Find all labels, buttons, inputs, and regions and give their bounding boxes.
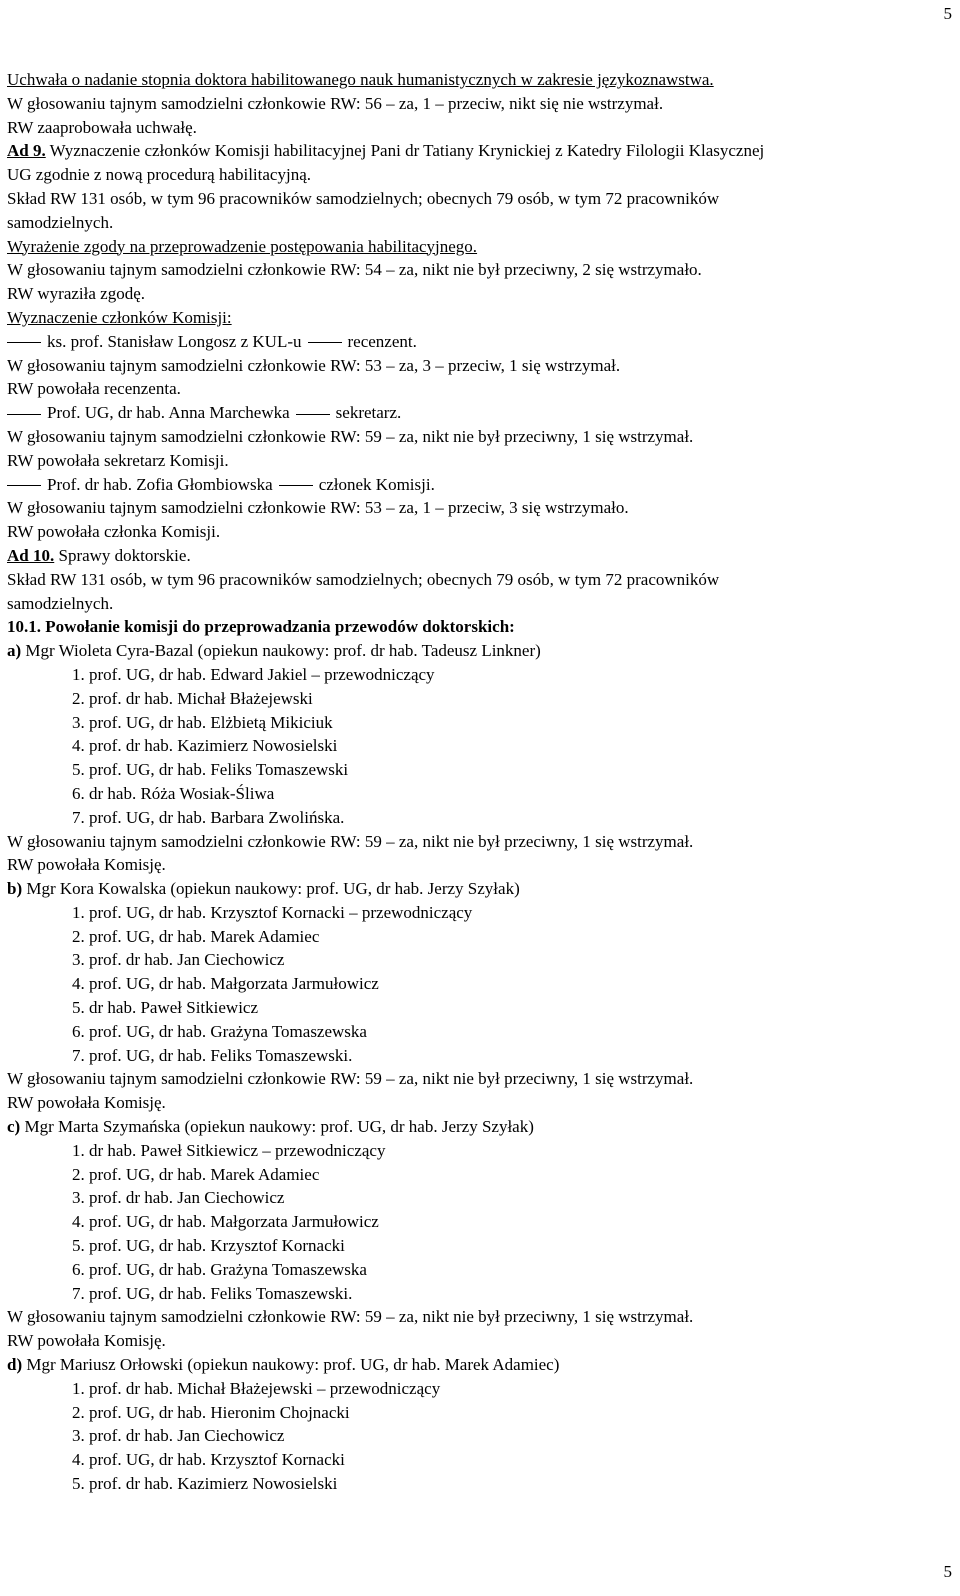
page-number-bottom: 5	[943, 1562, 952, 1581]
candidate-b: b) Mgr Kora Kowalska (opiekun naukowy: prof. UG, dr hab. Jerzy Szyłak)	[7, 879, 520, 899]
result-c: RW powołała Komisję.	[7, 1331, 166, 1351]
candidate-a: a) Mgr Wioleta Cyra-Bazal (opiekun naukowy: prof. dr hab. Tadeusz Linkner)	[7, 641, 541, 661]
reviewer-result: RW powołała recenzenta.	[7, 379, 181, 399]
list-item: 3. prof. dr hab. Jan Ciechowicz	[72, 1426, 285, 1446]
ad10-composition: Skład RW 131 osób, w tym 96 pracowników samodzielnych; obecnych 79 osób, w tym 72 pracowników	[7, 569, 720, 589]
dash-icon	[7, 342, 41, 343]
dash-icon	[7, 485, 41, 486]
list-item: 6. prof. UG, dr hab. Grażyna Tomaszewska	[72, 1021, 367, 1041]
reviewer-vote: W głosowaniu tajnym samodzielni członkowie RW: 53 – za, 3 – przeciw, 1 się wstrzymał.	[7, 355, 621, 375]
dash-icon	[7, 414, 41, 415]
vote-c: W głosowaniu tajnym samodzielni członkowie RW: 59 – za, nikt nie był przeciwny, 1 się wstrzymał.	[7, 1307, 694, 1327]
list-item: 7. prof. UG, dr hab. Feliks Tomaszewski.	[72, 1283, 353, 1303]
list-item: 1. dr hab. Paweł Sitkiewicz – przewodniczący	[72, 1140, 386, 1160]
secretary-result: RW powołała sekretarz Komisji.	[7, 450, 229, 470]
list-item: 2. prof. UG, dr hab. Hieronim Chojnacki	[72, 1402, 350, 1422]
list-item: 5. prof. UG, dr hab. Krzysztof Kornacki	[72, 1236, 345, 1256]
list-item: 1. prof. dr hab. Michał Błażejewski – przewodniczący	[72, 1378, 441, 1398]
consent-result: RW wyraziła zgodę.	[7, 284, 146, 304]
list-item: 5. dr hab. Paweł Sitkiewicz	[72, 998, 259, 1018]
candidate-d: d) Mgr Mariusz Orłowski (opiekun naukowy: prof. UG, dr hab. Marek Adamiec)	[7, 1355, 560, 1375]
members-heading: Wyznaczenie członków Komisji:	[7, 307, 232, 327]
secretary-line: Prof. UG, dr hab. Anna Marchewka sekretarz.	[7, 401, 953, 425]
list-item: 1. prof. UG, dr hab. Edward Jakiel – przewodniczący	[72, 664, 435, 684]
vote-b: W głosowaniu tajnym samodzielni członkowie RW: 59 – za, nikt nie był przeciwny, 1 się wstrzymał.	[7, 1069, 694, 1089]
list-item: 7. prof. UG, dr hab. Barbara Zwolińska.	[72, 807, 345, 827]
dash-icon	[296, 414, 330, 415]
list-item: 3. prof. dr hab. Jan Ciechowicz	[72, 950, 285, 970]
consent-heading: Wyrażenie zgody na przeprowadzenie postępowania habilitacyjnego.	[7, 236, 478, 256]
list-item: 2. prof. UG, dr hab. Marek Adamiec	[72, 1164, 320, 1184]
list-item: 1. prof. UG, dr hab. Krzysztof Kornacki – przewodniczący	[72, 902, 473, 922]
ad10-title: Ad 10. Sprawy doktorskie.	[7, 545, 191, 565]
ad9-composition-cont: samodzielnych.	[7, 212, 114, 232]
ad10-composition-cont: samodzielnych.	[7, 593, 114, 613]
list-item: 5. prof. dr hab. Kazimierz Nowosielski	[72, 1474, 338, 1494]
result-b: RW powołała Komisję.	[7, 1093, 166, 1113]
list-item: 4. prof. dr hab. Kazimierz Nowosielski	[72, 736, 338, 756]
ad9-title-cont: UG zgodnie z nową procedurą habilitacyjną.	[7, 165, 311, 185]
reviewer-line: ks. prof. Stanisław Longosz z KUL-u recenzent.	[7, 330, 953, 354]
ad9-composition: Skład RW 131 osób, w tym 96 pracowników samodzielnych; obecnych 79 osób, w tym 72 pracowników	[7, 188, 720, 208]
member-line: Prof. dr hab. Zofia Głombiowska członek Komisji.	[7, 473, 953, 497]
list-item: 6. prof. UG, dr hab. Grażyna Tomaszewska	[72, 1259, 367, 1279]
ad10-label: Ad 10.	[7, 545, 55, 565]
list-item: 7. prof. UG, dr hab. Feliks Tomaszewski.	[72, 1045, 353, 1065]
page-number-top: 5	[943, 4, 952, 23]
list-item: 4. prof. UG, dr hab. Małgorzata Jarmułowicz	[72, 1212, 379, 1232]
document-body	[7, 68, 953, 1496]
list-item: 2. prof. dr hab. Michał Błażejewski	[72, 688, 313, 708]
resolution-result: RW zaaprobowała uchwałę.	[7, 117, 197, 137]
candidate-c: c) Mgr Marta Szymańska (opiekun naukowy: prof. UG, dr hab. Jerzy Szyłak)	[7, 1117, 534, 1137]
consent-vote: W głosowaniu tajnym samodzielni członkowie RW: 54 – za, nikt nie był przeciwny, 2 się wstrzymało.	[7, 260, 702, 280]
dash-icon	[308, 342, 342, 343]
dash-icon	[279, 485, 313, 486]
ad9-title: Ad 9. Wyznaczenie członków Komisji habilitacyjnej Pani dr Tatiany Krynickiej z Katedry Filologii Klasycznej	[7, 141, 765, 161]
resolution-vote: W głosowaniu tajnym samodzielni członkowie RW: 56 – za, 1 – przeciw, nikt się nie wstrzymał.	[7, 93, 664, 113]
resolution-line: Uchwała o nadanie stopnia doktora habilitowanego nauk humanistycznych w zakresie językoznawstwa.	[7, 70, 714, 89]
ad9-label: Ad 9.	[7, 141, 46, 161]
list-item: 3. prof. dr hab. Jan Ciechowicz	[72, 1188, 285, 1208]
list-item: 3. prof. UG, dr hab. Elżbietą Mikiciuk	[72, 712, 333, 732]
list-item: 5. prof. UG, dr hab. Feliks Tomaszewski	[72, 760, 349, 780]
list-item: 4. prof. UG, dr hab. Krzysztof Kornacki	[72, 1450, 345, 1470]
secretary-vote: W głosowaniu tajnym samodzielni członkowie RW: 59 – za, nikt nie był przeciwny, 1 się wstrzymał.	[7, 426, 694, 446]
result-a: RW powołała Komisję.	[7, 855, 166, 875]
member-vote: W głosowaniu tajnym samodzielni członkowie RW: 53 – za, 1 – przeciw, 3 się wstrzymało.	[7, 498, 629, 518]
list-item: 2. prof. UG, dr hab. Marek Adamiec	[72, 926, 320, 946]
list-item: 6. dr hab. Róża Wosiak-Śliwa	[72, 783, 275, 803]
section-heading: 10.1. Powołanie komisji do przeprowadzania przewodów doktorskich:	[7, 617, 515, 637]
list-item: 4. prof. UG, dr hab. Małgorzata Jarmułowicz	[72, 974, 379, 994]
vote-a: W głosowaniu tajnym samodzielni członkowie RW: 59 – za, nikt nie był przeciwny, 1 się wstrzymał.	[7, 831, 694, 851]
member-result: RW powołała członka Komisji.	[7, 522, 221, 542]
